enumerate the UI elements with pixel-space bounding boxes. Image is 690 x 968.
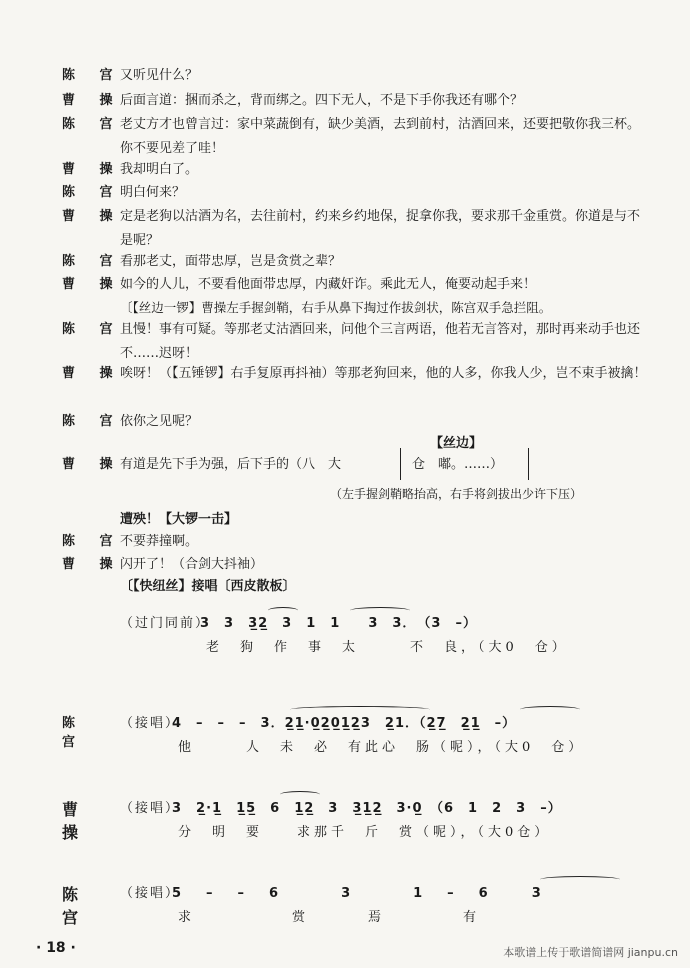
speaker-name: 陈 宫	[62, 414, 123, 429]
speaker-name: 陈 宫	[62, 322, 123, 337]
dialogue-line	[0, 181, 690, 205]
speaker-name: 曹 操	[62, 557, 123, 572]
slur-mark	[268, 607, 298, 614]
dialogue-line	[0, 362, 690, 410]
dialogue-text: 闪开了！（合剑大抖袖）	[120, 557, 264, 572]
page-number: · 18 ·	[36, 940, 76, 956]
dialogue-text: 不要莽撞啊。	[120, 534, 199, 549]
dialogue-line	[0, 250, 690, 274]
speaker-name: 曹 操	[62, 800, 89, 842]
slur-mark	[350, 607, 410, 614]
dialogue-text-after-bar: 仓 嘟。……）	[412, 457, 504, 472]
speaker-name: 陈 宫	[62, 254, 123, 269]
dialogue-line	[0, 205, 690, 253]
speaker-name: 陈 宫	[62, 117, 123, 132]
speaker-name: 曹 操	[62, 209, 123, 224]
cue-label: 【丝边】	[430, 436, 483, 451]
dialogue-text: 我却明白了。	[120, 162, 199, 177]
dialogue-line	[0, 113, 690, 161]
dialogue-line	[0, 64, 690, 88]
speaker-name: 曹 操	[62, 162, 123, 177]
stage-direction-text: 〔【丝边一锣】曹操左手握剑鞘，右手从鼻下掏过作拔剑状，陈宫双手急拦阻。	[120, 300, 552, 315]
dialogue-line	[0, 530, 690, 554]
dialogue-line	[0, 318, 690, 366]
score-notes: 5 – – 6 3 1 – 6 3	[172, 886, 547, 901]
aria-intro: 〔【快纽丝】接唱〔西皮散板〕	[120, 579, 296, 594]
score-lyrics: 他 人 未 必 有此心 肠（呢），（大0 仓）	[178, 740, 586, 755]
exclamation: 遭殃！【大锣一击】	[120, 512, 238, 527]
score-notes: 3 2̲·1̲ 1̲5̲ 6 1̲2̲ 3 3̲1̲2̲ 3·0̲ （6 1 2 3 –）	[172, 801, 562, 816]
watermark: 本歌谱上传于歌谱简谱网 jianpu.cn	[503, 946, 678, 959]
speaker-name: 曹 操	[62, 277, 123, 292]
stage-direction	[0, 296, 690, 320]
dialogue-text: 看那老丈，面带忠厚，岂是贪赏之辈？	[120, 254, 342, 269]
dialogue-text: 又听见什么？	[120, 68, 199, 83]
dialogue-text: 且慢！事有可疑。等那老丈沽酒回来，问他个三言两语，他若无言答对，那时再来动手也还不……迟呀！	[120, 322, 641, 361]
slur-mark	[280, 791, 320, 798]
slur-mark	[520, 706, 580, 713]
dialogue-text: 后面言道：捆而杀之，背而绑之。四下无人，不是下手你我还有哪个？	[120, 93, 524, 108]
dialogue-line	[0, 273, 690, 297]
score-lyrics: 求 赏 焉 有	[178, 910, 483, 925]
dialogue-text: 有道是先下手为强，后下手的（八 大	[120, 457, 342, 472]
score-lyrics: 老 狗 作 事 太 不 良，（大0 仓）	[206, 640, 569, 655]
speaker-name: 陈 宫	[62, 885, 89, 927]
dialogue-text: 定是老狗以沽酒为名，去往前村，约来乡约地保，捉拿你我，要求那千金重赏。你道是与不是呢？	[120, 209, 641, 248]
speaker-name: 曹 操	[62, 366, 123, 381]
dialogue-line	[0, 158, 690, 182]
dialogue-text: 老丈方才也曾言过：家中菜蔬倒有，缺少美酒，去到前村，沽酒回来，还要把敬你我三杯。你不要见差了哇！	[120, 117, 641, 156]
score-label: （接唱）	[120, 886, 181, 901]
score-notes: 4 – – – 3．2̲1̲·0̲2̲0̲1̲2̲3 2̲1．（2̲7̲ 2̲1̲ –）	[172, 716, 517, 731]
dialogue-line	[0, 410, 690, 434]
speaker-name: 陈 宫	[62, 716, 86, 750]
score-label: （接唱）	[120, 716, 181, 731]
speaker-name: 曹 操	[62, 93, 123, 108]
dialogue-line	[0, 89, 690, 113]
score-notes: 3 3 3̲2̲ 3 1 1 3 3． （3 –）	[200, 616, 477, 631]
speaker-name: 曹 操	[62, 457, 123, 472]
dialogue-text: 如今的人儿，不要看他面带忠厚，内藏奸诈。乘此无人，俺要动起手来！	[120, 277, 537, 292]
dialogue-line	[0, 453, 690, 477]
speaker-name: 陈 宫	[62, 534, 123, 549]
dialogue-line	[0, 553, 690, 577]
dialogue-text: 明白何来？	[120, 185, 186, 200]
speaker-name: 陈 宫	[62, 185, 123, 200]
slur-mark	[290, 706, 430, 713]
stage-direction: （左手握剑鞘略抬高，右手将剑拔出少许下压）	[330, 487, 583, 501]
dialogue-text: 唉呀！（【五锤锣】右手复原再抖袖）等那老狗回来，他的人多，你我人少，岂不束手被擒！	[120, 366, 647, 381]
score-label: （接唱）	[120, 801, 181, 816]
slur-mark	[540, 876, 620, 883]
score-label: （过门同前）	[120, 616, 211, 631]
speaker-name: 陈 宫	[62, 68, 123, 83]
dialogue-text: 依你之见呢？	[120, 414, 199, 429]
score-lyrics: 分 明 要 求那千 斤 赏（呢），（大0仓）	[178, 825, 552, 840]
